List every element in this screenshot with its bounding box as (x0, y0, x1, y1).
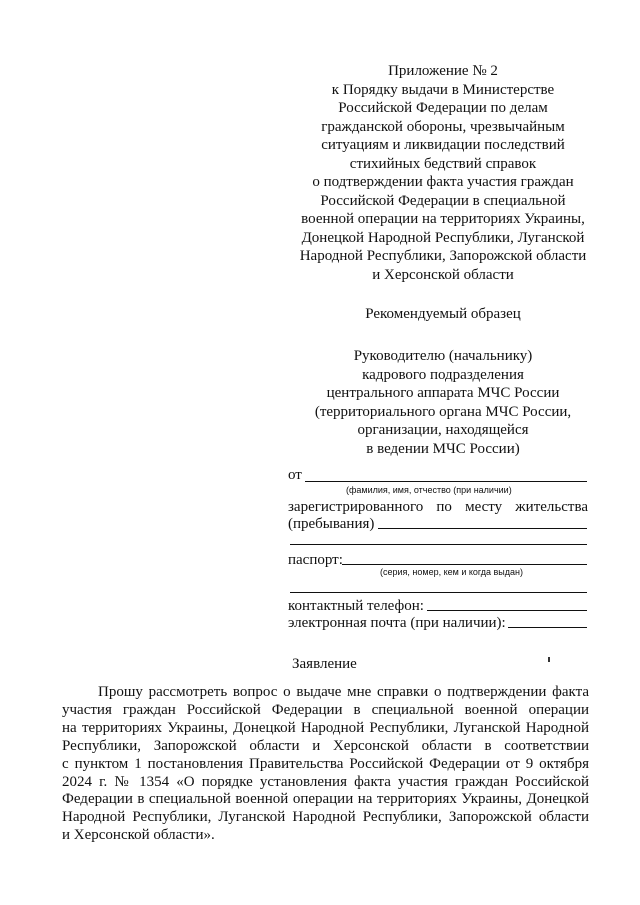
appendix-line: Российской Федерации по делам (338, 100, 548, 116)
statement-line: и Херсонской области». (62, 827, 215, 844)
statement-line: Народной Республики, Луганской Народной Республики, Запорожской области (62, 809, 589, 826)
appendix-line: Российской Федерации в специальной (320, 192, 566, 209)
registered-extra-line[interactable] (290, 544, 587, 545)
appendix-line: о подтверждении факта участия граждан (312, 174, 574, 190)
email-input-line[interactable] (508, 627, 587, 628)
statement-line: Республики, Запорожской области и Херсонской области в соответствии (62, 737, 589, 754)
appendix-line: стихийных бедствий справок (349, 155, 537, 172)
addressee-line: (территориального органа МЧС России, (314, 403, 572, 420)
addressee-line: Руководителю (начальнику) (353, 348, 533, 364)
appendix-line: и Херсонской области (372, 266, 514, 283)
statement-line: на территориях Украины, Донецкой Народной Республики, Луганской Народной (62, 719, 589, 736)
appendix-line: гражданской обороны, чрезвычайным (321, 118, 565, 135)
statement-line: участия граждан Российской Федерации в специальной военной операции (62, 701, 589, 718)
statement-line: с пунктом 1 постановления Правительства Российской Федерации от 9 октября (62, 755, 589, 772)
from-label: от (288, 467, 302, 483)
addressee-line: в ведении МЧС России) (366, 440, 520, 457)
phone-input-line[interactable] (427, 610, 587, 611)
addressee-line: организации, находящейся (357, 422, 529, 438)
passport-input-line[interactable] (342, 564, 587, 565)
phone-label: контактный телефон: (288, 598, 424, 614)
from-hint: (фамилия, имя, отчество (при наличии) (346, 485, 512, 495)
appendix-line: ситуациям и ликвидации последствий (321, 137, 565, 153)
passport-extra-line[interactable] (290, 592, 587, 593)
appendix-line: Народной Республики, Запорожской области (299, 248, 587, 264)
statement-body (62, 684, 589, 845)
statement-line: 2024 г. № 1354 «О порядке установления факта участия граждан Российской (62, 773, 589, 790)
statement-line: Прошу рассмотреть вопрос о выдаче мне справки о подтверждении факта (98, 684, 589, 700)
passport-hint: (серия, номер, кем и когда выдан) (380, 567, 523, 577)
from-input-line[interactable] (305, 481, 587, 482)
appendix-line: военной операции на территориях Украины, (301, 211, 585, 227)
appendix-line: Приложение № 2 (388, 63, 498, 79)
addressee-block (296, 347, 590, 458)
appendix-line: Донецкой Народной Республики, Луганской (301, 229, 585, 246)
registered-label-line1: зарегистрированного по месту жительства (288, 499, 588, 515)
scan-mark (548, 657, 550, 662)
statement-title: Заявление (292, 656, 357, 672)
registered-label-line2: (пребывания) (288, 516, 375, 532)
appendix-header (296, 62, 590, 284)
appendix-line: к Порядку выдачи в Министерстве (331, 81, 555, 98)
registered-input-line[interactable] (378, 528, 587, 529)
email-label: электронная почта (при наличии): (288, 615, 506, 631)
statement-line: Федерации в специальной военной операции на территориях Украины, Донецкой (62, 791, 589, 808)
passport-label: паспорт: (288, 552, 343, 568)
sample-label: Рекомендуемый образец (365, 306, 521, 322)
addressee-line: кадрового подразделения (362, 366, 524, 383)
addressee-line: центрального аппарата МЧС России (326, 385, 560, 401)
